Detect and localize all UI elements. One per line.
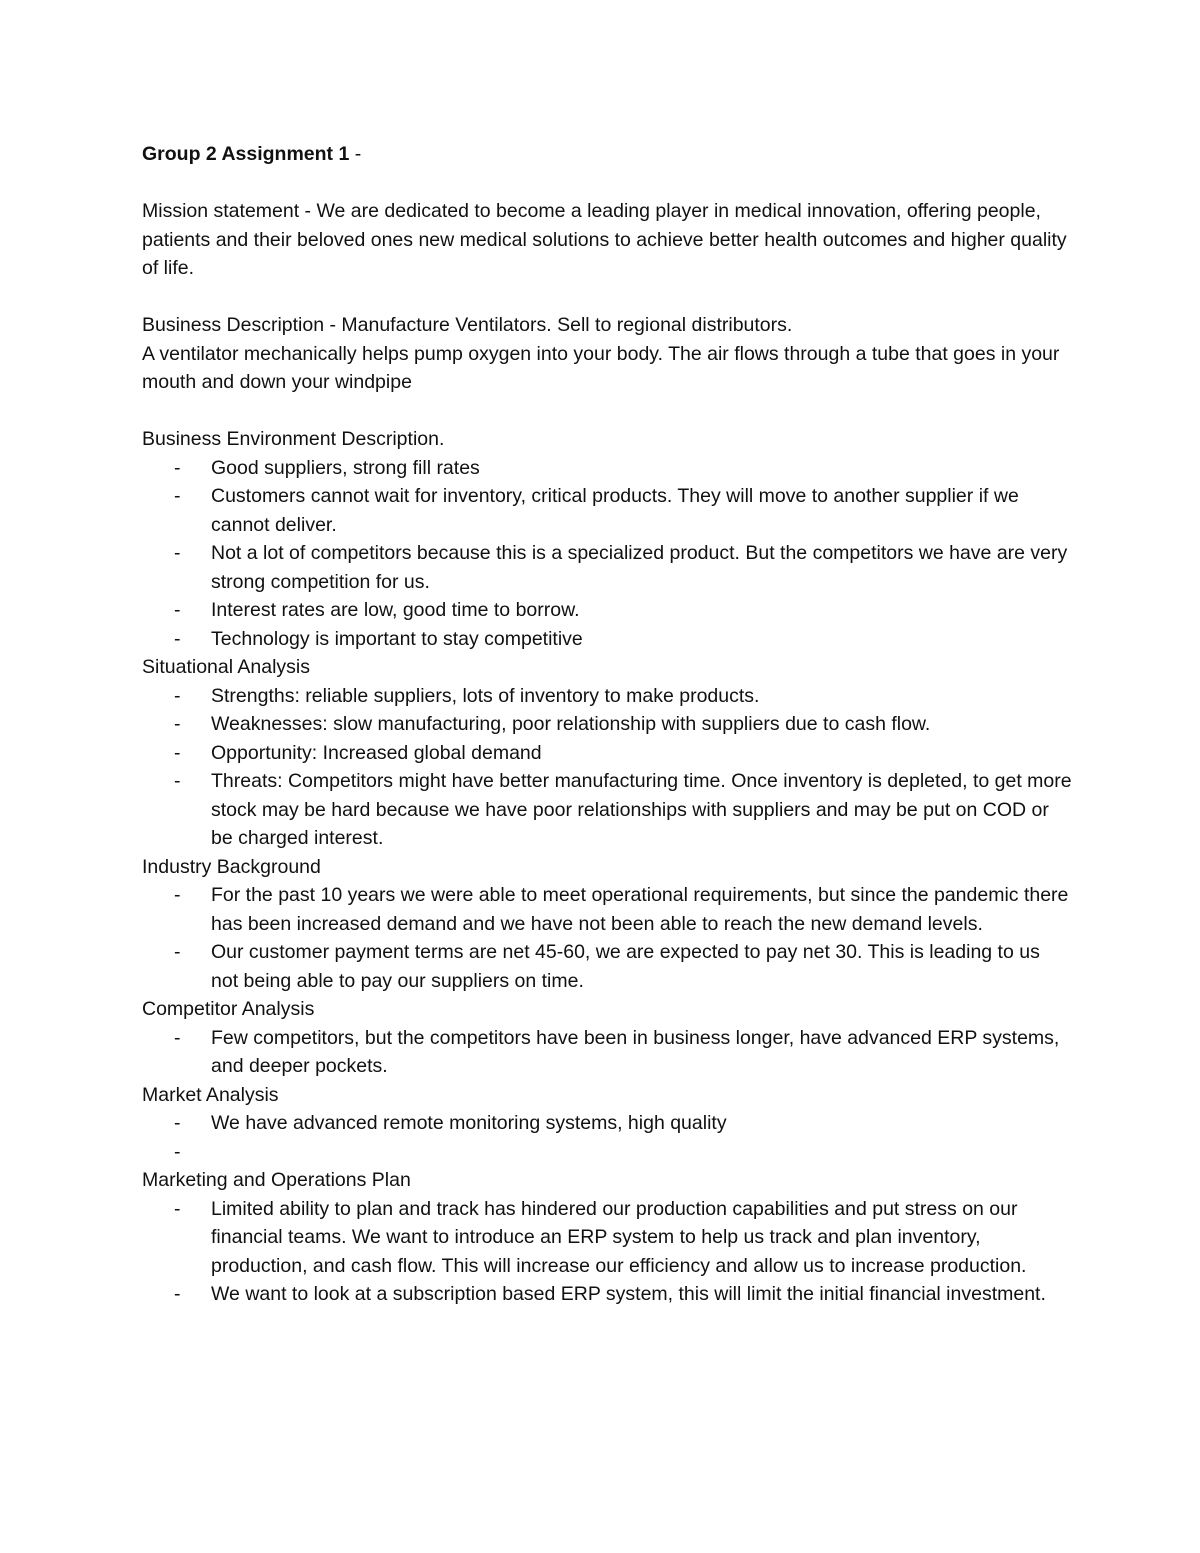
list-item bbox=[142, 881, 1072, 938]
dash-bullet: - bbox=[174, 542, 181, 564]
dash-bullet: - bbox=[174, 627, 181, 650]
document-title bbox=[142, 140, 1072, 169]
list-item bbox=[142, 596, 1072, 625]
list-item-text: Limited ability to plan and track has hindered our production capabilities and put stress on our financial teams. We want to introduce an ERP system to help us track and plan inventory, production, and cash flow. This will increase our efficiency and allow us to increase production. bbox=[211, 1197, 1027, 1277]
section-heading-market: Market Analysis bbox=[142, 1083, 279, 1106]
list-item-text: Customers cannot wait for inventory, critical products. They will move to another supplier if we cannot deliver. bbox=[211, 485, 1019, 536]
business-description-detail: A ventilator mechanically helps pump oxygen into your body. The air flows through a tube that goes in your mouth and down your windpipe bbox=[142, 342, 1060, 393]
list-item-text: For the past 10 years we were able to meet operational requirements, but since the pandemic there has been increased demand and we have not been able to reach the new demand levels. bbox=[211, 884, 1069, 935]
document-page bbox=[142, 140, 1072, 1309]
list-item-text: Weaknesses: slow manufacturing, poor relationship with suppliers due to cash flow. bbox=[211, 713, 931, 735]
list-item bbox=[142, 482, 1072, 539]
dash-bullet: - bbox=[174, 485, 181, 507]
dash-bullet: - bbox=[174, 1283, 181, 1305]
list-item bbox=[142, 625, 1072, 654]
spacer bbox=[142, 397, 1072, 426]
list-item bbox=[142, 682, 1072, 711]
list-item bbox=[142, 938, 1072, 995]
list-item bbox=[142, 1195, 1072, 1281]
dash-bullet: - bbox=[174, 599, 181, 621]
section-heading-competitor: Competitor Analysis bbox=[142, 998, 315, 1020]
list-item bbox=[142, 1138, 1072, 1167]
marketing-operations-list bbox=[142, 1195, 1072, 1309]
dash-bullet: - bbox=[174, 941, 181, 963]
list-item-text: We have advanced remote monitoring systems, high quality bbox=[211, 1112, 727, 1134]
list-item-text: Threats: Competitors might have better manufacturing time. Once inventory is depleted, to get more stock may be hard because we have poor relationships with suppliers and may be put on COD or be charged interest. bbox=[211, 770, 1072, 849]
title-text: Group 2 Assignment 1 bbox=[142, 143, 350, 165]
dash-bullet: - bbox=[174, 884, 181, 906]
list-item-text: Interest rates are low, good time to borrow. bbox=[211, 599, 580, 621]
dash-bullet: - bbox=[174, 1140, 181, 1163]
dash-bullet: - bbox=[174, 741, 181, 764]
list-item bbox=[142, 739, 1072, 768]
list-item-text: Not a lot of competitors because this is a specialized product. But the competitors we have are very strong competition for us. bbox=[211, 542, 1068, 593]
list-item-text: Strengths: reliable suppliers, lots of inventory to make products. bbox=[211, 684, 760, 707]
market-list bbox=[142, 1109, 1072, 1166]
list-item bbox=[142, 710, 1072, 739]
list-item-text: Good suppliers, strong fill rates bbox=[211, 456, 480, 479]
list-item bbox=[142, 454, 1072, 483]
title-suffix: - bbox=[349, 143, 362, 165]
section-heading-environment: Business Environment Description. bbox=[142, 428, 445, 450]
section-heading-marketing-operations: Marketing and Operations Plan bbox=[142, 1169, 411, 1191]
dash-bullet: - bbox=[174, 713, 181, 735]
dash-bullet: - bbox=[174, 1197, 181, 1220]
list-item bbox=[142, 1024, 1072, 1081]
competitor-list bbox=[142, 1024, 1072, 1081]
dash-bullet: - bbox=[174, 684, 181, 707]
section-heading-industry: Industry Background bbox=[142, 855, 321, 878]
dash-bullet: - bbox=[174, 770, 181, 792]
list-item bbox=[142, 1280, 1072, 1309]
list-item bbox=[142, 539, 1072, 596]
business-description-line: Business Description - Manufacture Ventilators. Sell to regional distributors. bbox=[142, 314, 793, 336]
mission-statement: Mission statement - We are dedicated to become a leading player in medical innovation, offering people, patients and their beloved ones new medical solutions to achieve better health outcomes and higher quality of life. bbox=[142, 200, 1067, 279]
dash-bullet: - bbox=[174, 456, 181, 479]
list-item-text: Our customer payment terms are net 45-60, we are expected to pay net 30. This is leading to us not being able to pay our suppliers on time. bbox=[211, 941, 1040, 992]
situational-list bbox=[142, 682, 1072, 853]
environment-list bbox=[142, 454, 1072, 654]
list-item-text: Opportunity: Increased global demand bbox=[211, 741, 542, 764]
dash-bullet: - bbox=[174, 1026, 181, 1049]
industry-list bbox=[142, 881, 1072, 995]
spacer bbox=[142, 283, 1072, 312]
list-item-text: We want to look at a subscription based ERP system, this will limit the initial financial investment. bbox=[211, 1283, 1046, 1305]
list-item-text: Technology is important to stay competitive bbox=[211, 627, 583, 650]
list-item bbox=[142, 767, 1072, 853]
list-item-text: Few competitors, but the competitors have been in business longer, have advanced ERP systems, and deeper pockets. bbox=[211, 1026, 1060, 1077]
dash-bullet: - bbox=[174, 1112, 181, 1134]
section-heading-situational: Situational Analysis bbox=[142, 656, 311, 678]
list-item bbox=[142, 1109, 1072, 1138]
